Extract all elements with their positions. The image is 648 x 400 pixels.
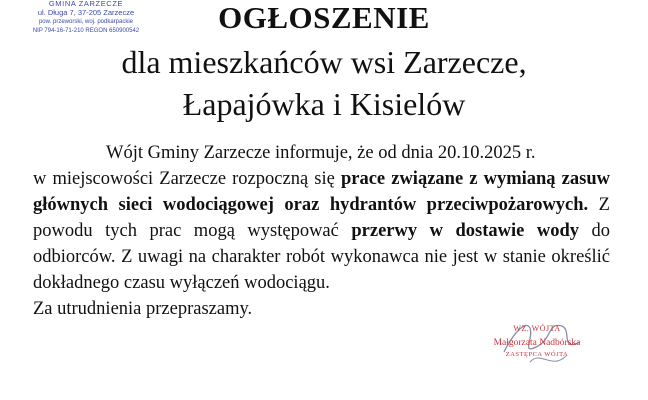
body-bold-interruptions: przerwy w dostawie wody — [351, 221, 579, 241]
body-bold-works: prace związane z wymianą zasuw głównych sieci wodociągowej oraz hydrantów przeciwpożarowych. — [33, 169, 610, 215]
stamp-line-3: pow. przeworski, woj. podkarpackie — [38, 19, 134, 25]
signature-role: WZ. WÓJTA — [513, 324, 561, 333]
body-paragraph — [33, 166, 610, 296]
stamp-line-4: NIP 794-16-71-210 REGON 650900542 — [32, 28, 140, 34]
announcement-title: OGŁOSZENIE — [218, 0, 430, 35]
body-end: do odbiorców. Z uwagi na charakter robót wykonawca nie jest w stanie określić dokładnego czasu wyłączeń wodociągu. — [33, 221, 610, 293]
signature-stamp — [462, 322, 612, 360]
announcement-subtitle-line-1: dla mieszkańców wsi Zarzecze, — [121, 44, 527, 80]
body-intro: w miejscowości Zarzecze rozpoczną się — [33, 169, 341, 189]
announcement-subtitle-line-2: Łapajówka i Kisielów — [182, 86, 466, 122]
body-first-line: Wójt Gminy Zarzecze informuje, że od dnia 20.10.2025 r. — [106, 143, 536, 163]
announcement-body — [33, 140, 610, 322]
signature-name: Małgorzata Nadbórska — [493, 338, 581, 348]
stamp-line-2: ul. Długa 7, 37-205 Zarzecze — [37, 8, 135, 17]
body-middle: Z powodu tych prac mogą występować — [33, 195, 610, 241]
body-closing: Za utrudnienia przepraszamy. — [33, 299, 253, 319]
stamp-line-1: GMINA ZARZECZE — [48, 0, 124, 8]
signature-deputy-title: ZASTĘPCA WÓJTA — [505, 351, 569, 358]
